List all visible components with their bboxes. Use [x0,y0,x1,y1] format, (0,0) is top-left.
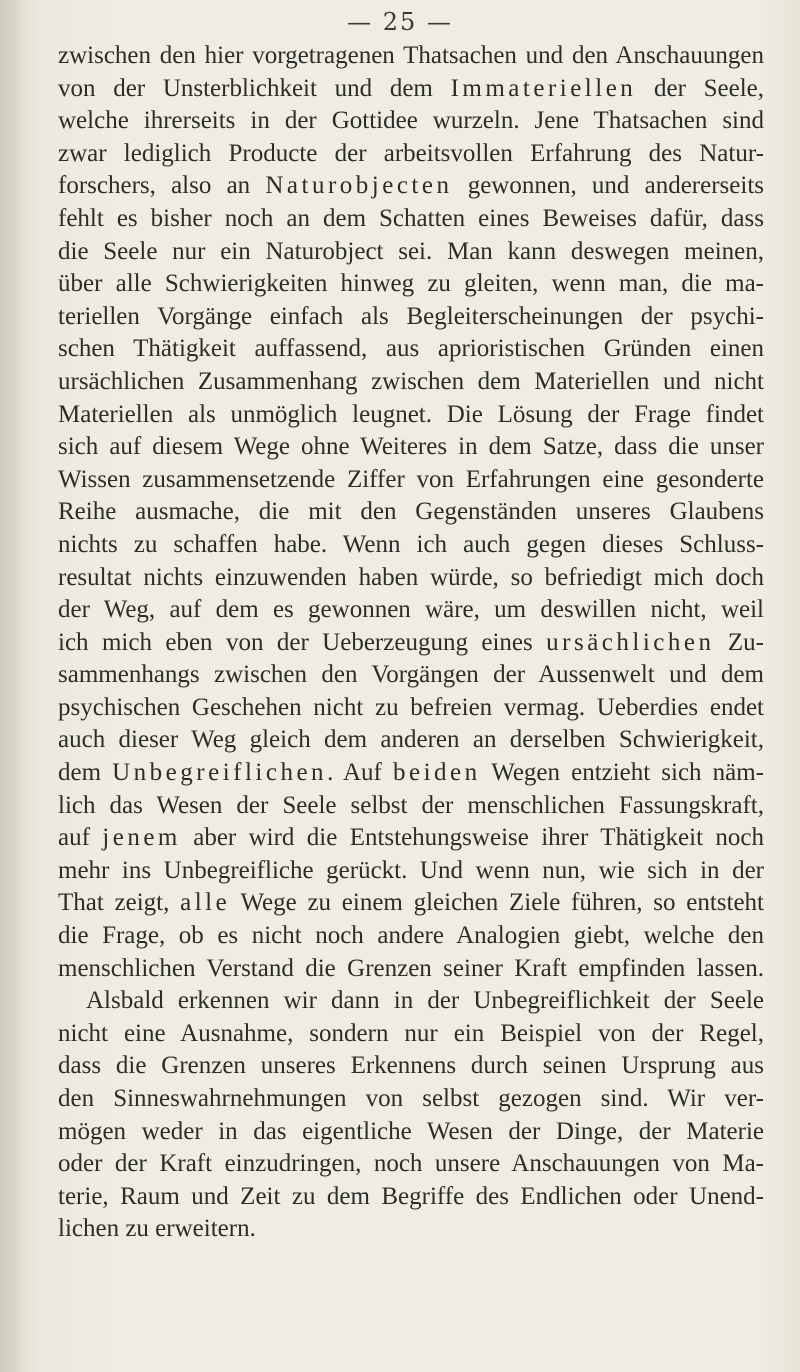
text-run: ich mich eben von der Ueberzeugung eines [58,628,547,656]
emphasized-word: Naturobjecten [265,172,453,200]
text-run: resultat nichts einzuwenden haben würde, so befriedigt mich doch [58,563,764,591]
text-run: der Seele, [636,74,764,102]
emphasized-word: Unbegreiflichen [112,759,328,787]
text-line [58,73,764,106]
text-run: psychischen Geschehen nicht zu befreien vermag. Ueberdies endet [58,693,764,721]
text-line [58,594,764,627]
text-run: . Auf [327,759,393,787]
text-line [58,953,764,986]
text-line [58,1148,764,1181]
text-line [58,1083,764,1116]
text-line [58,529,764,562]
text-run: nicht eine Ausnahme, sondern nur ein Beispiel von der Regel, [58,1019,764,1047]
text-line [58,724,764,757]
text-run: auch dieser Weg gleich dem anderen an derselben Schwierigkeit, [58,726,764,754]
text-run: sammenhangs zwischen den Vorgängen der Aussenwelt und dem [58,661,764,689]
text-run: teriellen Vorgänge einfach als Begleiterscheinungen der psychi- [58,302,764,330]
text-line [58,40,764,73]
page-number: — 25 — [347,8,453,36]
text-line [58,301,764,334]
text-run: den Sinneswahrnehmungen von selbst gezogen sind. Wir ver- [58,1085,764,1112]
text-line [58,692,764,725]
text-run: zwischen den hier vorgetragenen Thatsachen und den Anschauungen [58,42,764,69]
text-run: Reihe ausmache, die mit den Gegenständen unseres Glaubens [58,498,764,526]
text-line [58,790,764,823]
text-line [58,464,764,497]
text-line [58,627,764,660]
text-run: sich auf diesem Wege ohne Weiteres in dem Satze, dass die unser [58,433,764,461]
text-line [58,659,764,692]
text-line [58,431,764,464]
text-run: zwar lediglich Producte der arbeitsvollen Erfahrung des Natur- [58,139,764,167]
text-run: lich das Wesen der Seele selbst der menschlichen Fassungskraft, [58,791,764,819]
text-run: terie, Raum und Zeit zu dem Begriffe des Endlichen oder Unend- [58,1182,764,1210]
text-line [58,1213,764,1246]
text-run: nichts zu schaffen habe. Wenn ich auch gegen dieses Schluss- [58,530,764,558]
text-run: ursächlichen Zusammenhang zwischen dem Materiellen und nicht [58,367,764,395]
text-line [58,1116,764,1149]
text-line [58,985,764,1018]
text-run: That zeigt, [58,889,181,917]
text-line [58,822,764,855]
text-line [58,1018,764,1051]
text-line [58,1181,764,1214]
text-run: Wege zu einem gleichen Ziele führen, so entsteht [230,889,764,917]
text-run: Zu- [714,628,764,656]
text-run: die Seele nur ein Naturobject sei. Man kann deswegen meinen, [58,237,764,265]
page-binding-shadow [0,0,22,1372]
text-run: die Frage, ob es nicht noch andere Analogien giebt, welche den [58,922,764,950]
text-run: fehlt es bisher noch an dem Schatten eines Beweises dafür, dass [58,204,764,232]
text-line [58,170,764,203]
text-run: Materiellen als unmöglich leugnet. Die Lösung der Frage findet [58,400,764,428]
emphasized-word: Immateriellen [450,74,637,102]
text-line [58,236,764,269]
text-run: mögen weder in das eigentliche Wesen der Dinge, der Materie [58,1117,764,1145]
text-run: schen Thätigkeit auffassend, aus aprioristischen Gründen einen [58,335,764,363]
text-run: menschlichen Verstand die Grenzen seiner Kraft empfinden lassen. [58,954,764,982]
text-run: oder der Kraft einzudringen, noch unsere Anschauungen von Ma- [58,1150,764,1178]
text-line [58,855,764,888]
text-run: auf [58,824,103,852]
emphasized-word: ursächlichen [546,628,715,656]
text-run: Wegen entzieht sich näm- [480,759,765,787]
text-line [58,1050,764,1083]
text-line [58,562,764,595]
text-run: von der Unsterblichkeit und dem [58,74,451,102]
text-line [58,333,764,366]
text-run: mehr ins Unbegreifliche gerückt. Und wenn nun, wie sich in der [58,856,764,884]
text-run: dass die Grenzen unseres Erkennens durch seinen Ursprung aus [58,1052,764,1080]
text-run: forschers, also an [58,172,266,200]
text-line [58,268,764,301]
text-run: der Weg, auf dem es gewonnen wäre, um deswillen nicht, weil [58,596,764,624]
text-line [58,757,764,790]
text-run: Alsbald erkennen wir dann in der Unbegreiflichkeit der Seele [86,987,764,1015]
text-run: Wissen zusammensetzende Ziffer von Erfahrungen eine gesonderte [58,465,764,493]
text-run: welche ihrerseits in der Gottidee wurzeln. Jene Thatsachen sind [58,107,764,135]
text-run: über alle Schwierigkeiten hinweg zu gleiten, wenn man, die ma- [58,270,764,298]
text-line [58,138,764,171]
text-line [58,366,764,399]
text-line [58,105,764,138]
text-run: gewonnen, und andererseits [452,172,764,200]
text-line [58,203,764,236]
emphasized-word: beiden [392,759,481,787]
text-line [58,399,764,432]
emphasized-word: jenem [102,824,181,852]
emphasized-word: alle [180,889,231,917]
text-run: dem [58,759,113,787]
text-line [58,920,764,953]
text-run: lichen zu erweitern. [58,1215,256,1243]
text-line [58,496,764,529]
body-paragraph [58,40,764,1246]
text-line [58,887,764,920]
text-run: aber wird die Entstehungsweise ihrer Thätigkeit noch [180,824,764,852]
